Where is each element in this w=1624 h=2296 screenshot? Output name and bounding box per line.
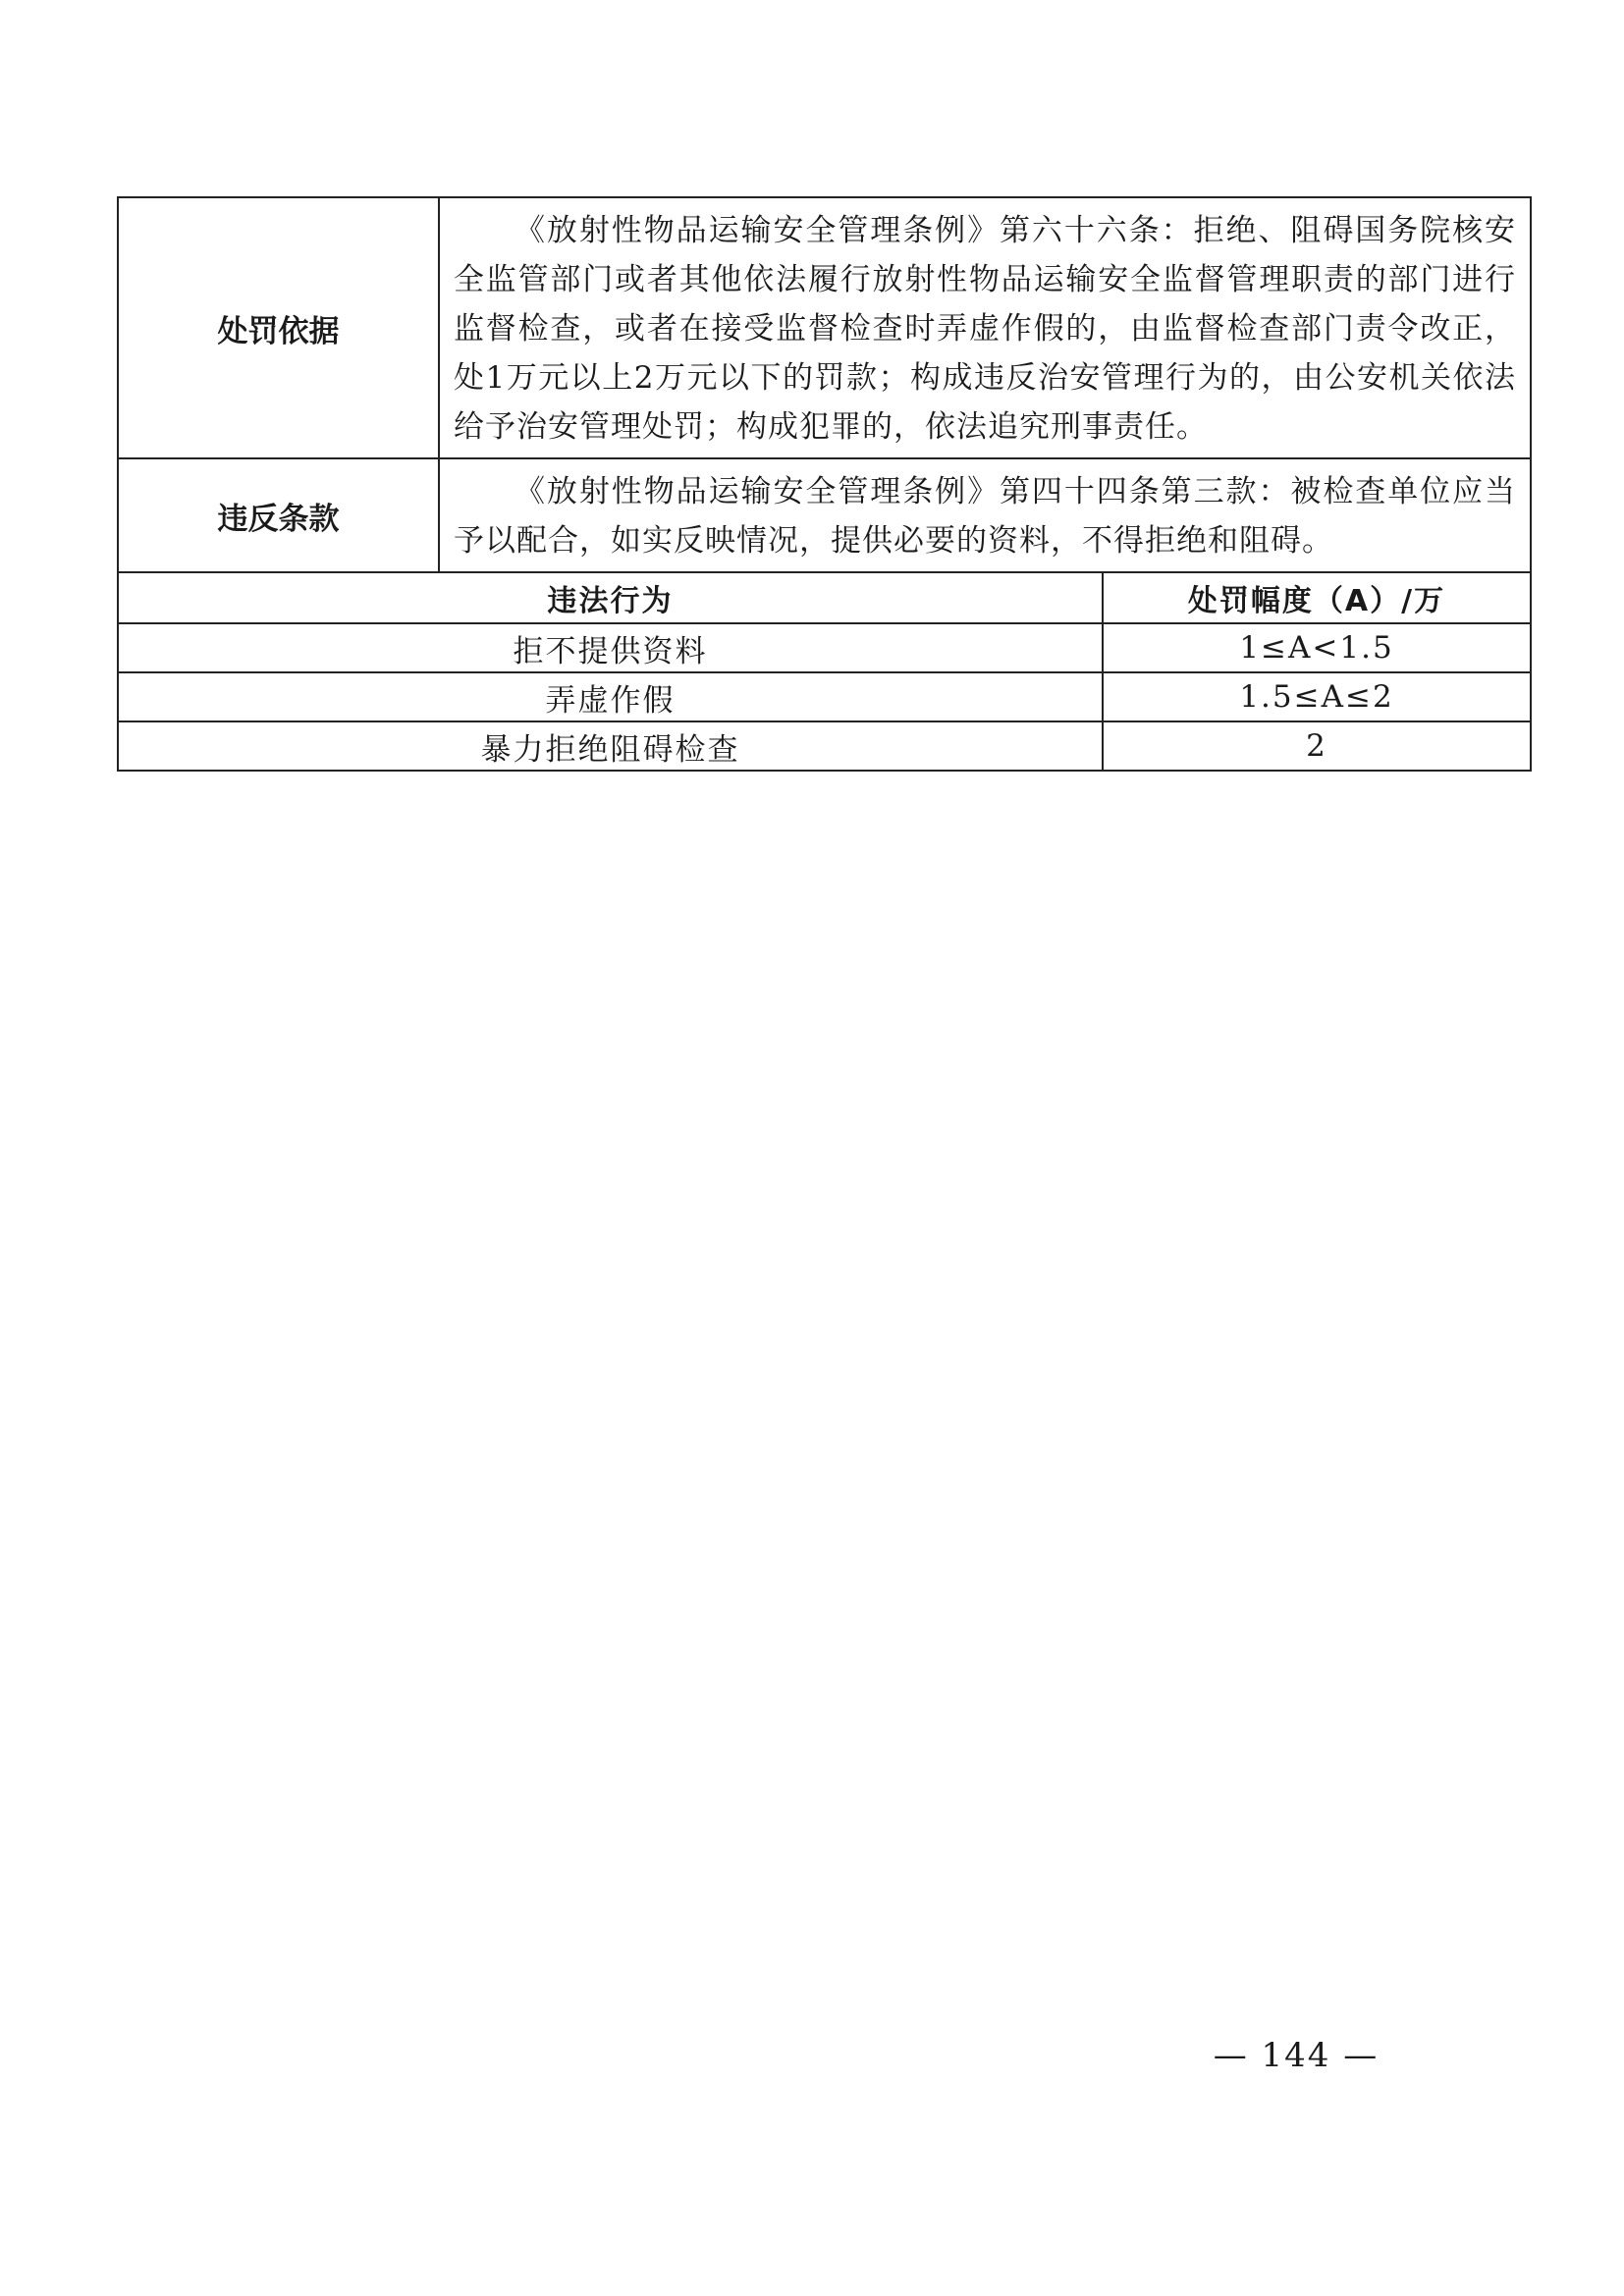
penalty-range-table <box>117 571 1532 772</box>
document-sheet <box>117 196 1532 772</box>
penalty-basis-row <box>118 197 1531 458</box>
penalty-range-cell: 1≤A<1.5 <box>1103 623 1531 672</box>
violation-cell: 暴力拒绝阻碍检查 <box>118 721 1103 771</box>
table-row <box>118 672 1531 721</box>
penalty-basis-label: 处罚依据 <box>118 197 439 458</box>
violation-cell: 拒不提供资料 <box>118 623 1103 672</box>
violated-clause-label: 违反条款 <box>118 458 439 572</box>
regulation-table <box>117 196 1532 573</box>
penalty-range-cell: 1.5≤A≤2 <box>1103 672 1531 721</box>
table-row <box>118 623 1531 672</box>
header-violation: 违法行为 <box>118 572 1103 623</box>
violation-cell: 弄虚作假 <box>118 672 1103 721</box>
header-penalty-range: 处罚幅度（A）/万 <box>1103 572 1531 623</box>
penalty-range-cell: 2 <box>1103 721 1531 771</box>
penalty-range-header-row <box>118 572 1531 623</box>
violated-clause-row <box>118 458 1531 572</box>
page-number: — 144 — <box>1213 2036 1380 2075</box>
table-row <box>118 721 1531 771</box>
violated-clause-text: 《放射性物品运输安全管理条例》第四十四条第三款：被检查单位应当予以配合，如实反映情况，提供必要的资料，不得拒绝和阻碍。 <box>439 458 1531 572</box>
penalty-basis-text: 《放射性物品运输安全管理条例》第六十六条：拒绝、阻碍国务院核安全监管部门或者其他依法履行放射性物品运输安全监督管理职责的部门进行监督检查，或者在接受监督检查时弄虚作假的，由监督检查部门责令改正，处1万元以上2万元以下的罚款；构成违反治安管理行为的，由公安机关依法给予治安管理处罚；构成犯罪的，依法追究刑事责任。 <box>439 197 1531 458</box>
